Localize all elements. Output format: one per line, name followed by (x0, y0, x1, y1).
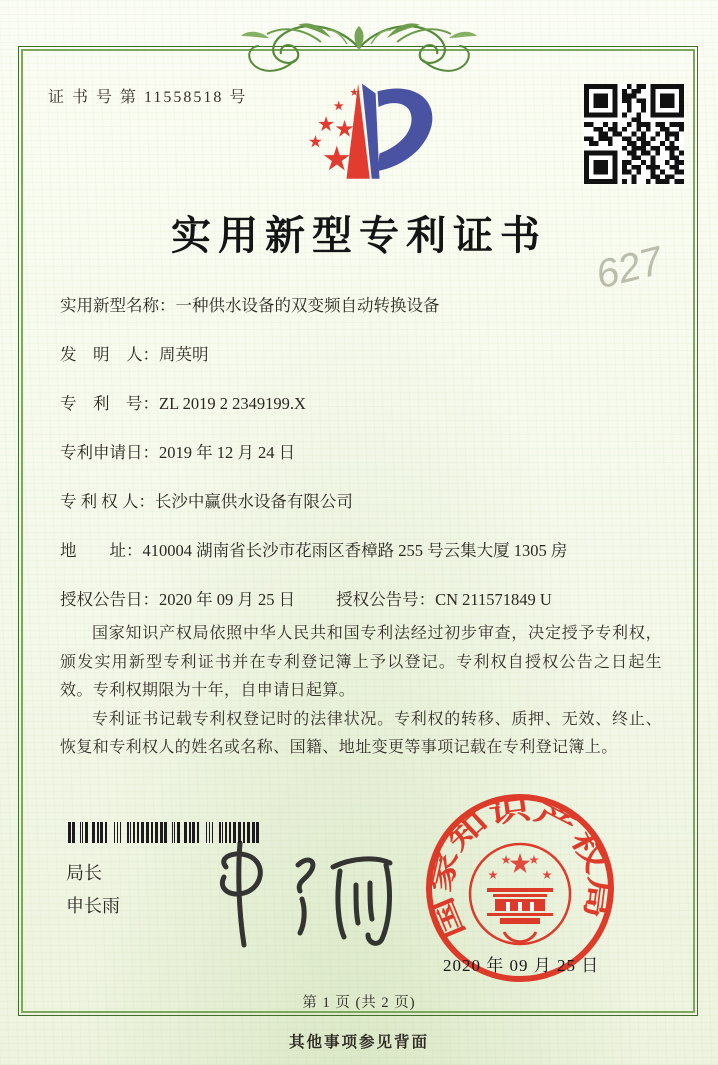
field-value: 410004 湖南省长沙市花雨区香樟路 255 号云集大厦 1305 房 (142, 541, 568, 560)
signer-title: 局长 (66, 863, 102, 883)
legal-text (60, 620, 662, 763)
legal-paragraph-2: 专利证书记载专利权登记时的法律状况。专利权的转移、质押、无效、终止、恢复和专利权人的姓名或名称、国籍、地址变更等事项记载在专利登记簿上。 (60, 710, 662, 756)
field-label: 发 明 人： (60, 345, 159, 364)
field-grant-row (60, 590, 660, 610)
signer-block (66, 864, 120, 930)
field-label: 授权公告号： (336, 590, 436, 609)
field-label: 专 利 号： (60, 394, 159, 413)
grant-date (60, 590, 332, 610)
cnipa-logo-icon (296, 78, 461, 198)
field-label: 地 址： (60, 541, 143, 560)
back-side-note: 其他事项参见背面 (288, 1034, 429, 1051)
legal-paragraph-1: 国家知识产权局依照中华人民共和国专利法经过初步审查，决定授予专利权，颁发实用新型专利证书并在专利登记簿上予以登记。专利权自授权公告之日起生效。专利权期限为十年，自申请日起算。 (60, 625, 662, 699)
field-label: 专 利 权 人： (60, 492, 155, 511)
field-inventor (60, 345, 660, 365)
page-number: 第 1 页 (共 2 页) (302, 995, 416, 1011)
field-value: CN 211571849 U (435, 590, 552, 609)
handwritten-pencil-note: 627 (591, 238, 667, 298)
field-value: 2020 年 09 月 25 日 (159, 590, 296, 609)
grant-number (336, 590, 552, 609)
seal-text: 国家知识产权局 (425, 795, 614, 943)
border-ornament-icon (199, 16, 519, 80)
field-value: 一种供水设备的双变频自动转换设备 (175, 296, 440, 315)
qr-code (584, 84, 684, 184)
commissioner-signature (198, 836, 398, 948)
field-patent-number (60, 394, 660, 414)
field-address (60, 541, 660, 561)
certificate-title: 实用新型专利证书 (171, 213, 547, 258)
field-label: 授权公告日： (60, 590, 159, 609)
field-application-date (60, 443, 660, 463)
field-label: 专利申请日： (60, 443, 159, 462)
signer-name: 申长雨 (66, 896, 120, 916)
field-label: 实用新型名称： (60, 296, 176, 315)
field-value: 长沙中赢供水设备有限公司 (154, 492, 353, 511)
certificate-fields (60, 296, 660, 639)
field-value: 2019 年 12 月 24 日 (159, 443, 296, 462)
field-utility-model-name (60, 296, 660, 316)
certificate-number: 证 书 号 第 11558518 号 (48, 89, 248, 106)
field-patentee (60, 492, 660, 512)
field-value: ZL 2019 2 2349199.X (159, 394, 306, 413)
seal-date: 2020 年 09 月 25 日 (443, 956, 600, 975)
field-value: 周英明 (159, 345, 209, 364)
